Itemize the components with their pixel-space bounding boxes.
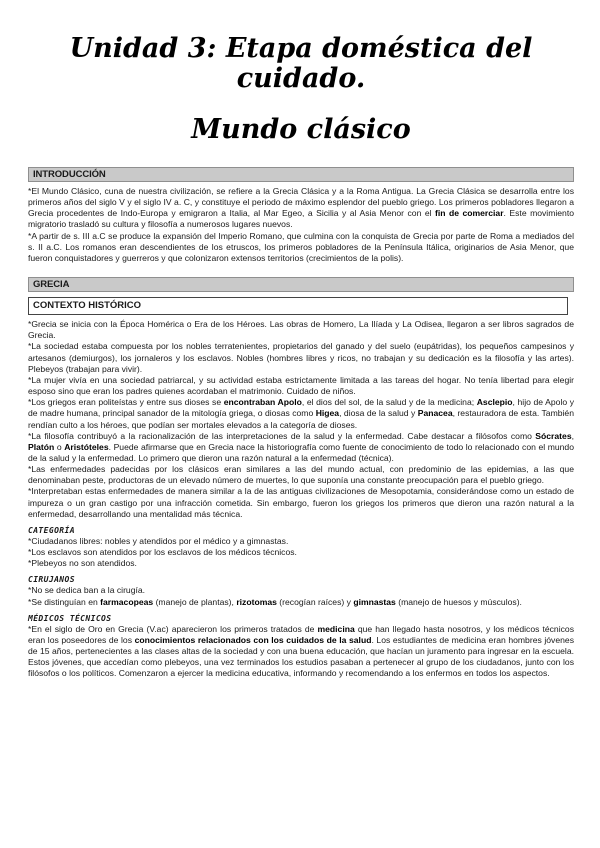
- text: *El Mundo Clásico, cuna de nuestra civilización, se refiere a la Grecia Clásica y a la Roma Antigua. La Grecia Clásica se desarrolla entre los primeros años del siglo V y el siglo IV a. C, y constituye el periodo de máximo esplendor del pueblo griego. Los primeros pobladores llegaron a Grecia procedentes de Indo-Europa y emigraron a Italia, al Mar Egeo, a Sicilia y al Asia Menor con el: [28, 186, 574, 219]
- bold-text: Higea: [315, 408, 340, 419]
- bold-text: gimnastas: [353, 596, 396, 607]
- bold-text: Asclepio: [476, 397, 513, 408]
- text: . Puede afirmarse que en Grecia nace la historiografía como fuente de conocimiento de todo lo relacionado con el mundo de la salud y la enfermedad. Lo primero que dieron una razón natural a la enfermedad (técnica).: [28, 441, 574, 463]
- page-title-line2: Mundo clásico: [191, 114, 411, 145]
- categoria-line-1: *Ciudadanos libres: nobles y atendidos por el médico y a gimnastas.: [28, 535, 289, 546]
- bold-text: fin de comerciar: [434, 208, 504, 219]
- contexto-paragraph-4: [28, 397, 574, 430]
- contexto-section: [28, 319, 574, 520]
- section-heading-grecia: GRECIA: [28, 277, 574, 292]
- categoria-section: [28, 536, 574, 569]
- contexto-paragraph-7: *Interpretaban estas enfermedades de manera similar a la de las antiguas civilizaciones de Mesopotamia, considerándose como un estado de impureza o un gran castigo por una infracción cometida. Sin embargo, fueron los griegos los primeros que dieron una razón natural a la enfermedad, desarrollando una mentalidad más técnica.: [28, 486, 574, 519]
- text: ,: [571, 430, 574, 441]
- intro-section: [28, 186, 574, 264]
- bold-text: encontraban Apolo: [223, 397, 302, 408]
- text: , hijo de Apolo y de madre humana, principal sanador de la mitología griega, o diosas como: [28, 397, 575, 419]
- categoria-line-2: *Los esclavos son atendidos por los esclavos de los médicos técnicos.: [28, 547, 297, 558]
- contexto-paragraph-6: *Las enfermedades padecidas por los clásicos eran similares a las del mundo actual, con predominio de las epidemias, a las que denominaban peste, productoras de un elevado número de muertes, lo que suponía una constante preocupación para el pueblo griego.: [28, 464, 574, 486]
- text: que han llegado hasta nosotros, y los médicos técnicos eran los poseedores de los: [28, 623, 574, 645]
- bold-text: farmacopeas: [100, 596, 154, 607]
- bold-text: medicina: [317, 623, 355, 634]
- contexto-paragraph-5: [28, 431, 574, 464]
- cirujanos-section: [28, 585, 574, 607]
- text: o: [54, 441, 65, 452]
- contexto-paragraph-1: *Grecia se inicia con la Época Homérica o Era de los Héroes. Las obras de Homero, La Ilíada y La Odisea, llegaron a ser libros sagrados de Grecia.: [28, 319, 574, 341]
- text: , restauradora de esta. También rendían culto a los héroes, que podían ser mortales elevados a la categoría de dioses.: [28, 408, 574, 430]
- bold-text: Panacea: [417, 408, 453, 419]
- categoria-line-3: *Plebeyos no son atendidos.: [28, 558, 137, 569]
- text: *Se distinguían en: [28, 596, 101, 607]
- text: *En el siglo de Oro en Grecia (V.ac) aparecieron los primeros tratados de: [28, 623, 318, 634]
- contexto-paragraph-3: *La mujer vivía en una sociedad patriarcal, y su actividad estaba estrictamente limitada a las tareas del hogar. No tenía libertad para elegir esposo sino que eran los padres quienes acordaban el matrimonio. Cuidado de niños.: [28, 374, 574, 397]
- contexto-paragraph-2: *La sociedad estaba compuesta por los nobles terratenientes, propietarios del ganado y del suelo (eupátridas), los pequeños campesinos y artesanos (demiurgos), los jornaleros y los esclavos. Nobles (hombres libres y ricos, no trabajan y su dedicación es la filosofía y las artes). Plebeyos (trabajan para vivir).: [28, 341, 574, 374]
- bold-text: rizotomas: [236, 596, 277, 607]
- bold-text: Platón: [28, 441, 55, 452]
- subheading-cirujanos: CIRUJANOS: [28, 575, 75, 585]
- section-heading-introduccion: INTRODUCCIÓN: [28, 167, 574, 182]
- cirujanos-line-1: *No se dedica ban a la cirugía.: [28, 585, 146, 596]
- text: *Los griegos eran politeístas y entre sus dioses se: [28, 397, 224, 408]
- text: . Este movimiento migratorio trasladó su cultura y filosofía a numerosos lugares nuevos.: [28, 208, 575, 230]
- medicos-section: [28, 624, 574, 680]
- text: (manejo de plantas),: [153, 596, 237, 607]
- page-title-line1: Unidad 3: Etapa doméstica del cuidado.: [69, 33, 533, 94]
- text: , el dios del sol, de la salud y de la medicina;: [301, 397, 477, 408]
- cirujanos-line-2: [28, 597, 574, 608]
- subheading-categoria: CATEGORÍA: [28, 525, 75, 535]
- text: . Los estudiantes de medicina eran hombres jóvenes de 15 años, pertenecientes a las clases altas de la sociedad y con una buena educación, que hacían un juramento para ingresar en la escuela. Estos jóvenes, que accedían como plebeyos, una vez terminados los estudios pasaban a pertenecer al grupo de los ciudadanos, junto con los filósofos o los políticos. Comenzaron a ejercer la medicina educativa, informando y recomendando a los enfermos en todos los aspectos.: [28, 634, 574, 679]
- text: (recogían raíces) y: [276, 596, 354, 607]
- medicos-paragraph: [28, 624, 574, 680]
- subheading-contexto-historico: CONTEXTO HISTÓRICO: [28, 297, 568, 315]
- text: *La filosofía contribuyó a la racionalización de las interpretaciones de la salud y la enfermedad. Cabe destacar a filósofos como: [28, 430, 536, 441]
- intro-paragraph-1: [28, 186, 574, 231]
- text: (manejo de huesos y músculos).: [395, 596, 522, 607]
- bold-text: Aristóteles: [64, 441, 109, 452]
- bold-text: Sócrates: [535, 430, 572, 441]
- intro-paragraph-2: *A partir de s. III a.C se produce la expansión del Imperio Romano, que culmina con la conquista de Grecia por parte de Roma a mediados del s. II a.C. Los romanos eran descendientes de los etruscos, los primeros pobladores de la Península Itálica, originarios de Asia Menor, que fueron conquistadores y guerreros y que colonizaron extensos territorios (crecimientos de la polis).: [28, 230, 574, 263]
- text: , diosa de la salud y: [339, 408, 418, 419]
- bold-text: conocimientos relacionados con los cuidados de la salud: [134, 634, 372, 645]
- subheading-medicos-tecnicos: MÉDICOS TÉCNICOS: [28, 613, 112, 623]
